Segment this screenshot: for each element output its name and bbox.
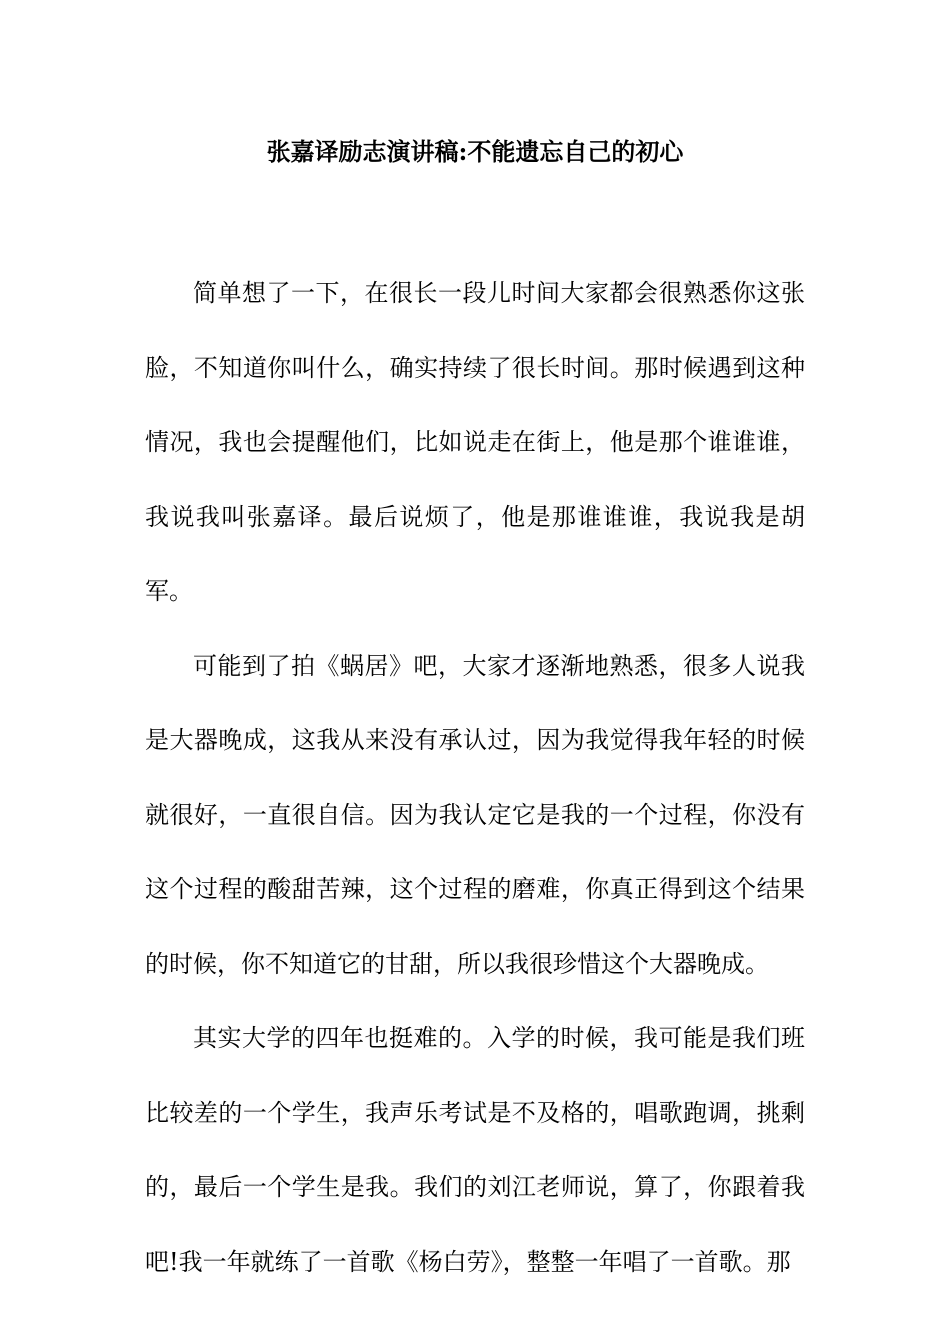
paragraph: 其实大学的四年也挺难的。入学的时候，我可能是我们班比较差的一个学生，我声乐考试是不及格的，唱歌跑调，挑剩的，最后一个学生是我。我们的刘江老师说，算了，你跟着我吧!我一年就练了一首歌《杨白劳》，整整一年唱了一首歌。那 xyxy=(145,1024,805,1276)
paragraph: 可能到了拍《蜗居》吧，大家才逐渐地熟悉，很多人说我是大器晚成，这我从来没有承认过，因为我觉得我年轻的时候就很好，一直很自信。因为我认定它是我的一个过程，你没有这个过程的酸甜苦辣，这个过程的磨难，你真正得到这个结果的时候，你不知道它的甘甜，所以我很珍惜这个大器晚成。 xyxy=(145,651,805,978)
paragraph: 简单想了一下，在很长一段儿时间大家都会很熟悉你这张脸，不知道你叫什么，确实持续了很长时间。那时候遇到这种情况，我也会提醒他们，比如说走在街上，他是那个谁谁谁，我说我叫张嘉译。最后说烦了，他是那谁谁谁，我说我是胡军。 xyxy=(145,279,805,605)
document-body xyxy=(145,256,805,1299)
document-title: 张嘉译励志演讲稿:不能遗忘自己的初心 xyxy=(266,137,684,166)
